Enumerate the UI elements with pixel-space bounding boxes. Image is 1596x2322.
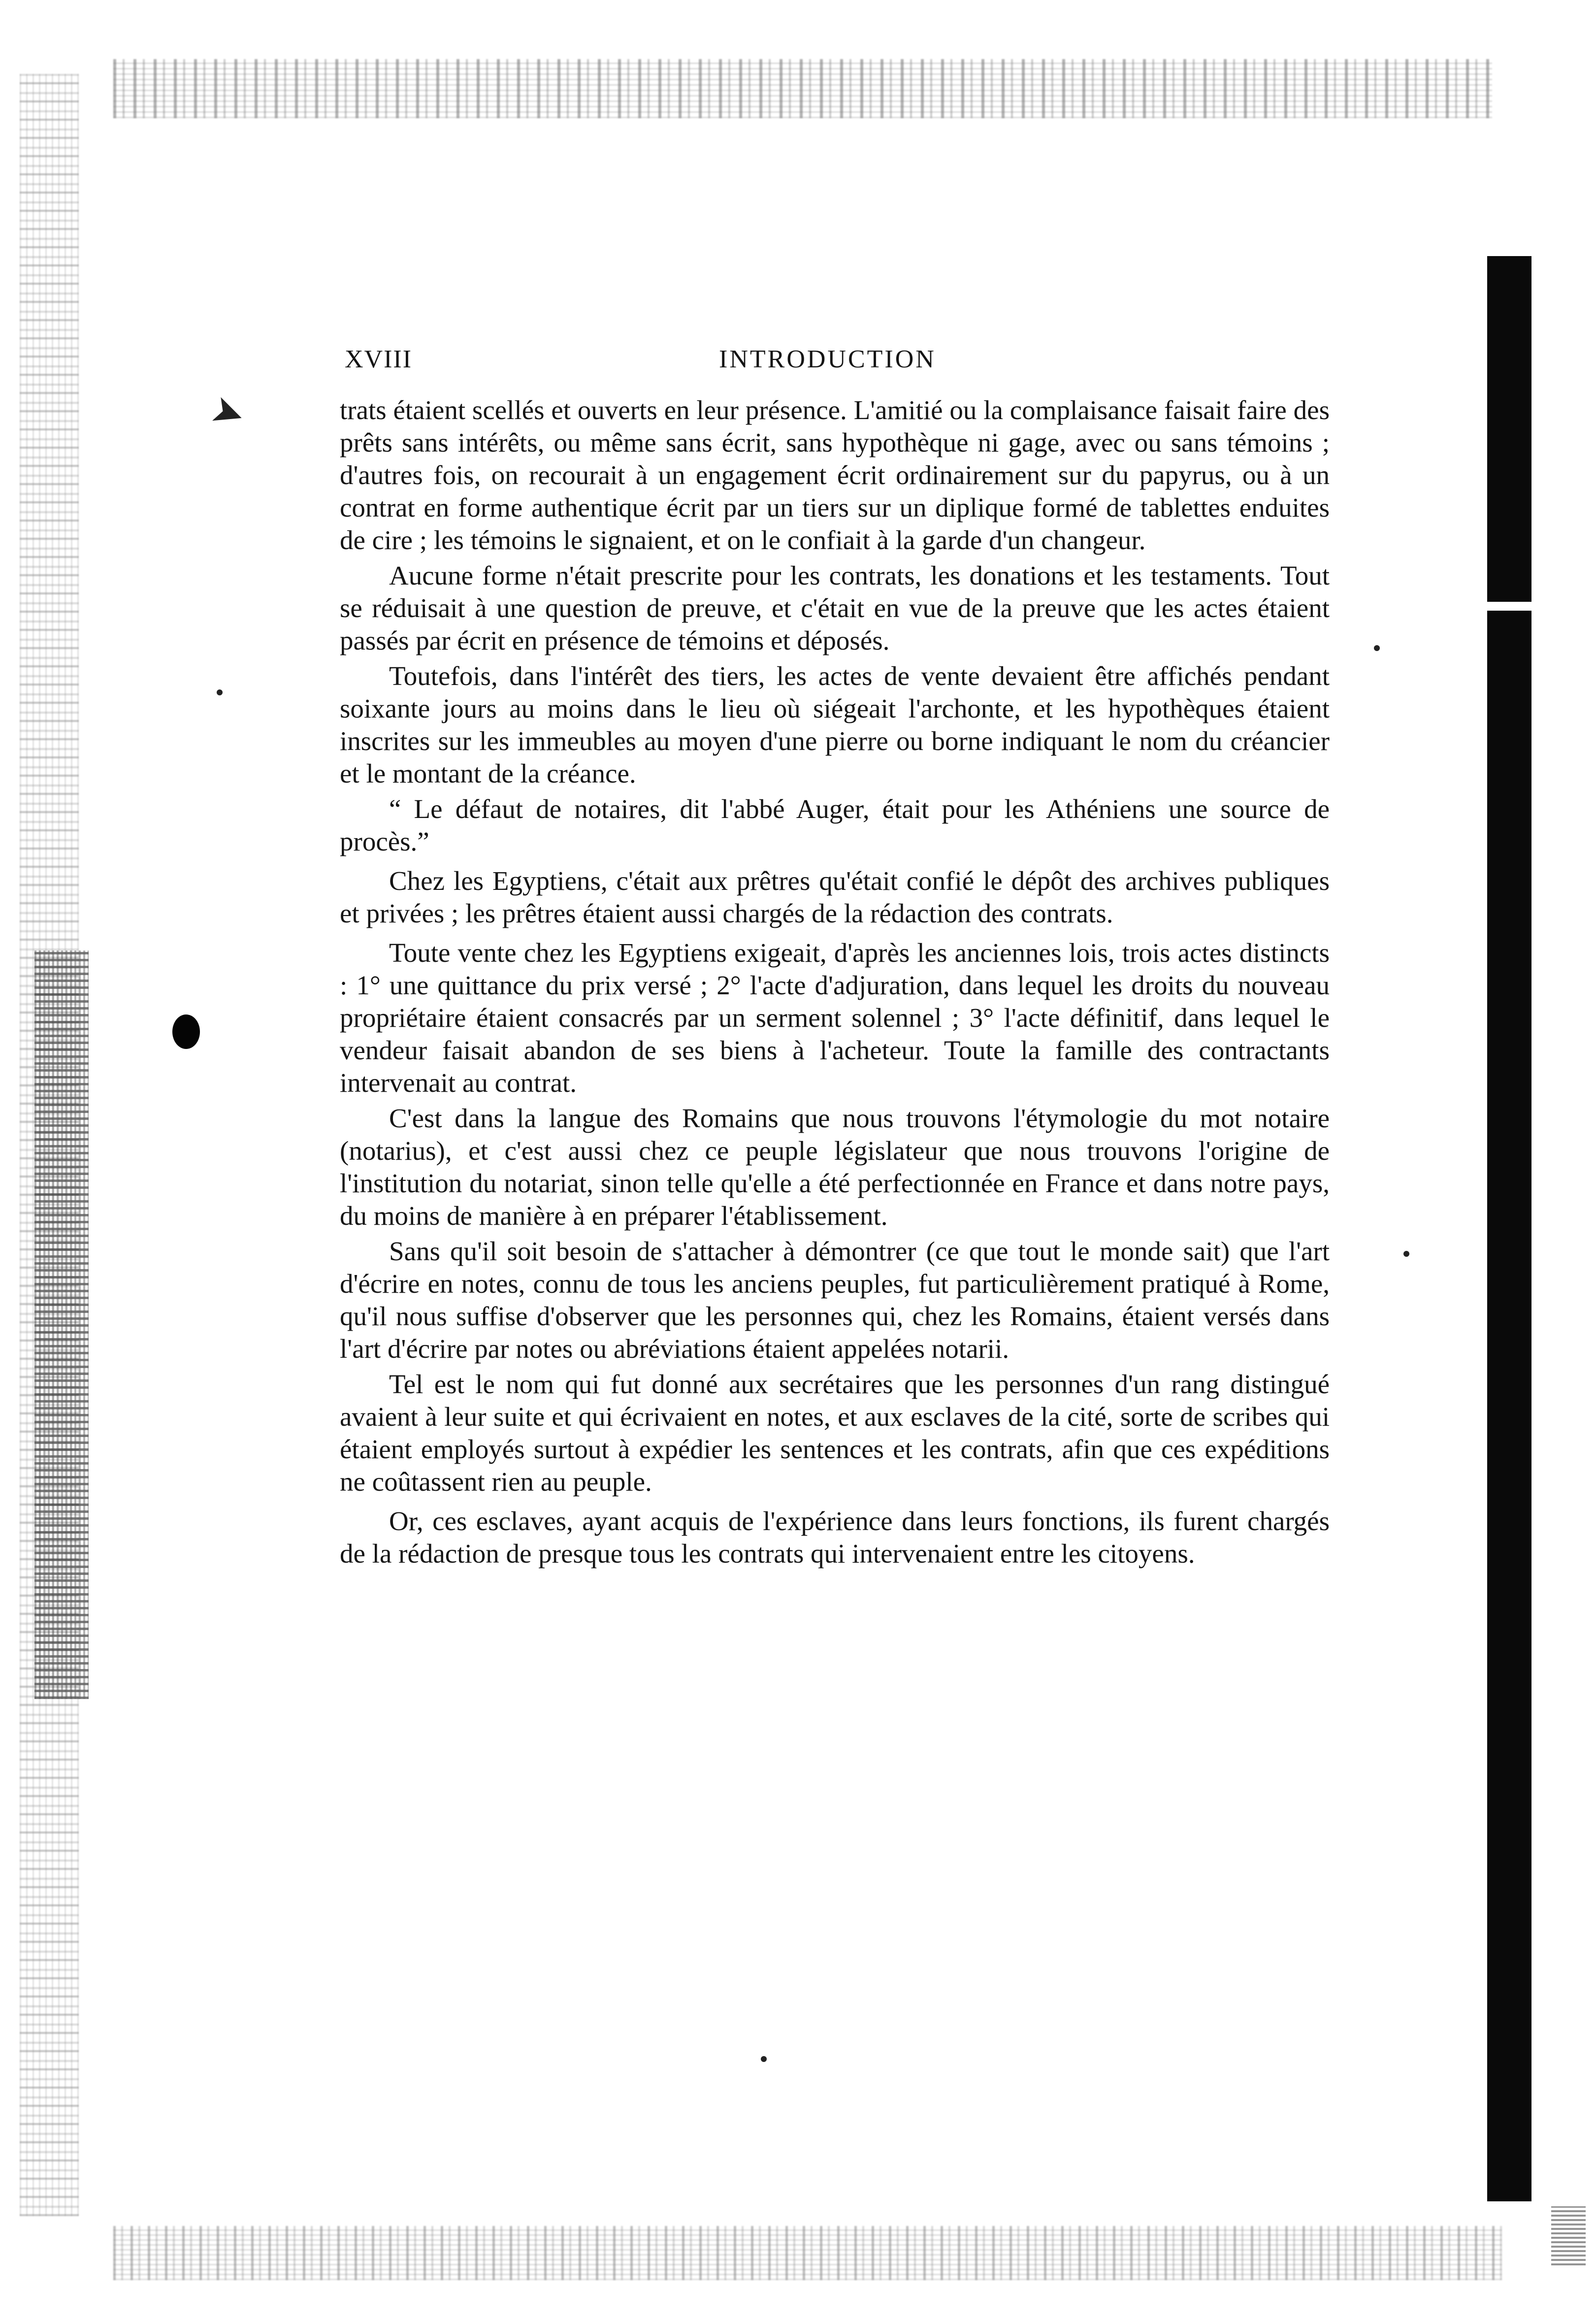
scan-noise-corner [1551, 2206, 1586, 2265]
paragraph: Chez les Egyptiens, c'était aux prêtres qu'était confié le dépôt des archives publiques et privées ; les prêtres étaient aussi chargés de la rédaction des contrats. [340, 866, 1330, 928]
binding-shadow-gap [1482, 602, 1536, 611]
ink-speck [217, 689, 223, 695]
paragraph: Tel est le nom qui fut donné aux secrétaires que les personnes d'un rang distingué avaient à leur suite et qui écrivaient en notes, et aux esclaves de la cité, sorte de scribes qui étaient employés surtout à expédier les sentences et les contrats, afin que ces expéditions ne coûtassent rien au peuple. [340, 1369, 1330, 1497]
ink-speck [1403, 1251, 1409, 1257]
scan-noise-top [113, 59, 1492, 118]
paragraph: C'est dans la langue des Romains que nous trouvons l'étymologie du mot notaire (notarius), et c'est aussi chez ce peuple législateur que nous trouvons l'origine de l'institution du notariat, sinon telle qu'elle a été perfectionnée en France et dans notre pays, du moins de manière à en préparer l'établissement. [340, 1103, 1330, 1231]
ink-speck [1374, 645, 1380, 651]
running-title: INTRODUCTION [719, 345, 936, 373]
running-head [345, 345, 1330, 384]
binding-shadow-bar [1487, 256, 1531, 2201]
page-number: XVIII [345, 345, 413, 373]
arrow-mark-icon: ➤ [205, 387, 251, 439]
scan-noise-left-dense [34, 950, 89, 1699]
paragraph: Or, ces esclaves, ayant acquis de l'expérience dans leurs fonctions, ils furent chargés de la rédaction de presque tous les contrats qui intervenaient entre les citoyens. [340, 1506, 1330, 1569]
paragraph: trats étaient scellés et ouverts en leur présence. L'amitié ou la complaisance faisait faire des prêts sans intérêts, ou même sans écrit, sans hypothèque ni gage, avec ou sans témoins ; d'autres fois, on recourait à un engagement écrit ordinairement sur du papyrus, ou à un contrat en forme authentique écrit par un tiers sur un diplique formé de tablettes enduites de cire ; les témoins le signaient, et on le confiait à la garde d'un changeur. [340, 395, 1330, 555]
paragraph: Toutefois, dans l'intérêt des tiers, les actes de vente devaient être affichés pendant soixante jours au moins dans le lieu où siégeait l'archonte, et les hypothèques étaient inscrites sur les immeubles au moyen d'une pierre ou borne indiquant le nom du créancier et le montant de la créance. [340, 661, 1330, 788]
ink-blot [172, 1014, 200, 1049]
body-text [340, 394, 1330, 1573]
paragraph: Toute vente chez les Egyptiens exigeait, d'après les anciennes lois, trois actes distincts : 1° une quittance du prix versé ; 2° l'acte d'adjuration, dans lequel les droits du nouveau propriétaire étaient consacrés par un serment solennel ; 3° l'acte définitif, dans lequel le vendeur faisait abandon de ses biens à l'acheteur. Toute la famille des contractants intervenait au contrat. [340, 938, 1330, 1098]
paragraph: “ Le défaut de notaires, dit l'abbé Auger, était pour les Athéniens une source de procès.” [340, 794, 1330, 856]
paragraph: Sans qu'il soit besoin de s'attacher à démontrer (ce que tout le monde sait) que l'art d'écrire en notes, connu de tous les anciens peuples, fut particulièrement pratiqué à Rome, qu'il nous suffise d'observer que les personnes qui, chez les Romains, étaient versés dans l'art d'écrire par notes ou abréviations étaient appelées notarii. [340, 1236, 1330, 1364]
paragraph: Aucune forme n'était prescrite pour les contrats, les donations et les testaments. Tout se réduisait à une question de preuve, et c'était en vue de la preuve que les actes étaient passés par écrit en présence de témoins et déposés. [340, 560, 1330, 655]
scan-noise-bottom [113, 2226, 1502, 2280]
ink-speck [761, 2056, 767, 2062]
